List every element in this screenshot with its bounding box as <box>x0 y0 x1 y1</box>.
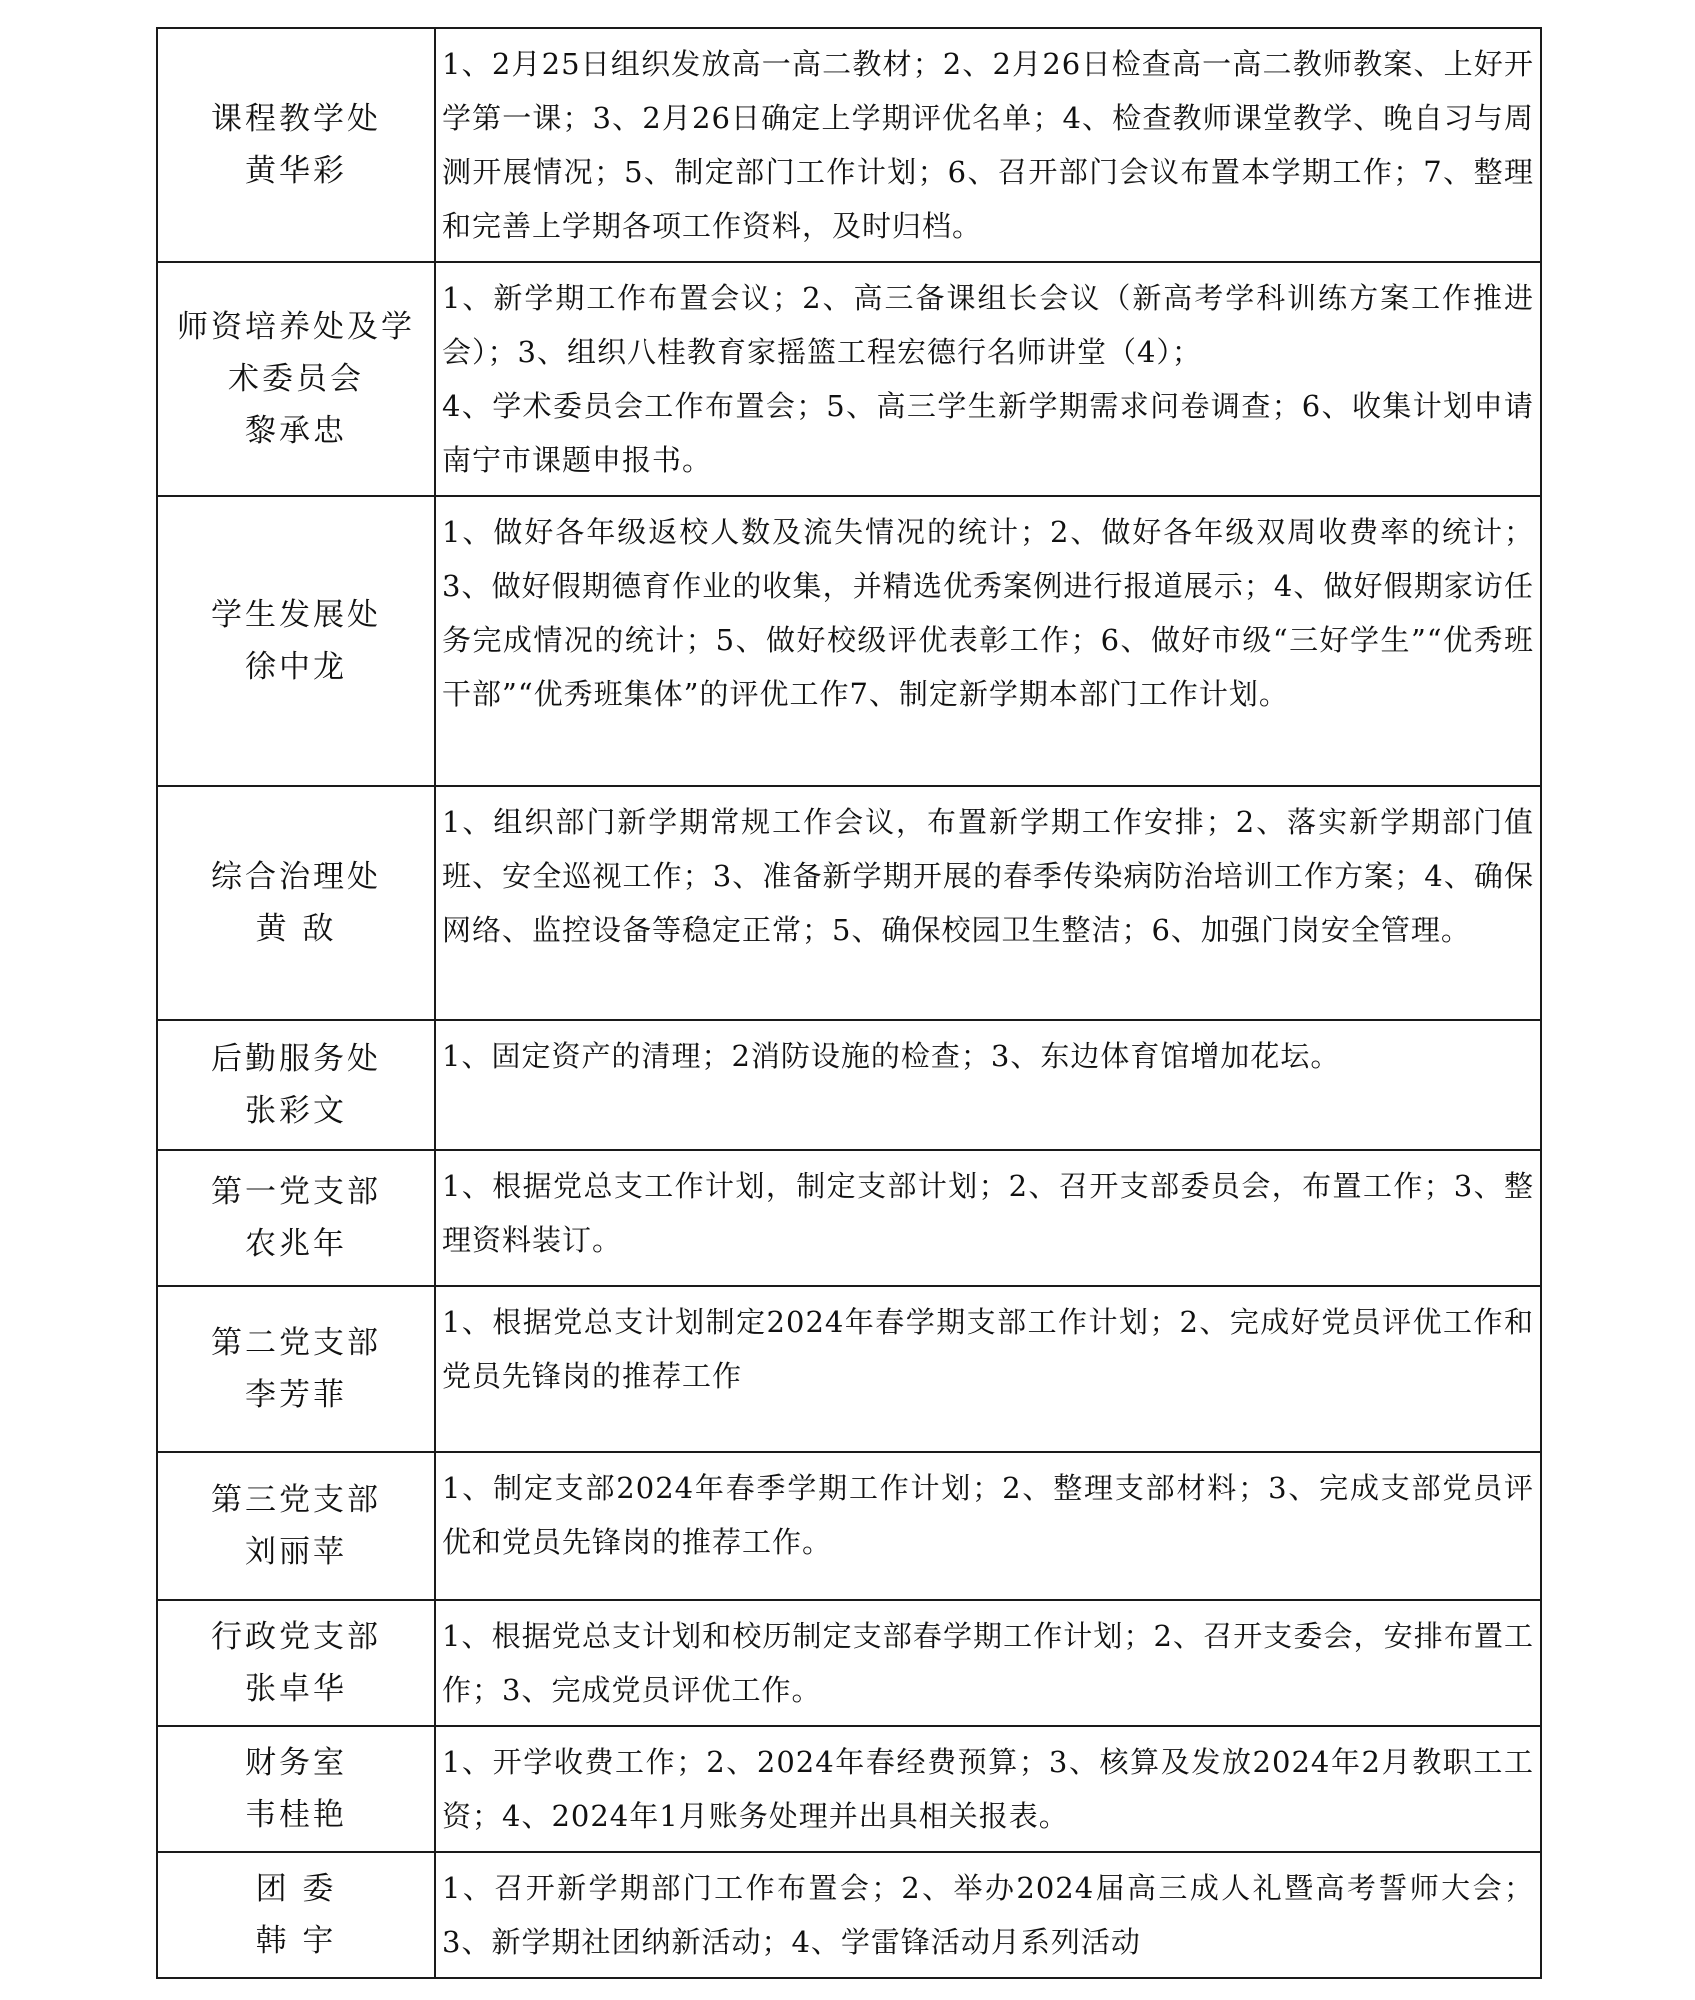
person-name: 韩 宇 <box>255 1923 337 1959</box>
department-cell <box>157 1726 435 1852</box>
person-name: 张卓华 <box>245 1671 347 1707</box>
department-cell <box>157 1286 435 1452</box>
table-row <box>157 28 1541 262</box>
tasks-cell <box>435 1852 1541 1978</box>
tasks-cell <box>435 1452 1541 1600</box>
table-row <box>157 1852 1541 1978</box>
department-name: 综合治理处 <box>211 859 381 895</box>
table-row <box>157 786 1541 1020</box>
table-row <box>157 1020 1541 1150</box>
task-text: 1、新学期工作布置会议；2、高三备课组长会议（新高考学科训练方案工作推进会）；3、组织八桂教育家摇篮工程宏德行名师讲堂（4）； <box>442 281 1534 369</box>
task-text: 1、2月25日组织发放高一高二教材；2、2月26日检查高一高二教师教案、上好开学第一课；3、2月26日确定上学期评优名单；4、检查教师课堂教学、晚自习与周测开展情况；5、制定部门工作计划；6、召开部门会议布置本学期工作；7、整理和完善上学期各项工作资料，及时归档。 <box>442 47 1534 243</box>
person-name: 黎承忠 <box>245 413 347 449</box>
tasks-cell <box>435 1020 1541 1150</box>
task-text: 1、组织部门新学期常规工作会议，布置新学期工作安排；2、落实新学期部门值班、安全巡视工作；3、准备新学期开展的春季传染病防治培训工作方案；4、确保网络、监控设备等稳定正常；5、确保校园卫生整洁；6、加强门岗安全管理。 <box>442 805 1534 947</box>
tasks-cell <box>435 262 1541 496</box>
department-name: 第一党支部 <box>211 1174 381 1210</box>
department-name: 术委员会 <box>228 361 364 397</box>
table-row <box>157 1452 1541 1600</box>
table-row <box>157 262 1541 496</box>
tasks-cell <box>435 1726 1541 1852</box>
person-name: 刘丽苹 <box>245 1534 347 1570</box>
table-row <box>157 1150 1541 1286</box>
table-row <box>157 1600 1541 1726</box>
work-plan-table <box>156 27 1542 1979</box>
table-row <box>157 1726 1541 1852</box>
department-name: 后勤服务处 <box>211 1041 381 1077</box>
department-cell <box>157 1852 435 1978</box>
person-name: 黄华彩 <box>245 153 347 189</box>
department-name: 行政党支部 <box>211 1619 381 1655</box>
department-cell <box>157 1452 435 1600</box>
task-text: 4、学术委员会工作布置会；5、高三学生新学期需求问卷调查；6、收集计划申请南宁市课题申报书。 <box>442 389 1534 477</box>
table-row <box>157 496 1541 786</box>
person-name: 李芳菲 <box>245 1377 347 1413</box>
person-name: 张彩文 <box>245 1093 347 1129</box>
department-cell <box>157 786 435 1020</box>
department-name: 学生发展处 <box>211 597 381 633</box>
tasks-cell <box>435 1286 1541 1452</box>
department-name: 第三党支部 <box>211 1482 381 1518</box>
task-text: 1、召开新学期部门工作布置会；2、举办2024届高三成人礼暨高考誓师大会；3、新学期社团纳新活动；4、学雷锋活动月系列活动 <box>442 1871 1534 1959</box>
department-name: 师资培养处及学 <box>177 309 415 345</box>
department-cell <box>157 1600 435 1726</box>
table-row <box>157 1286 1541 1452</box>
person-name: 韦桂艳 <box>245 1797 347 1833</box>
task-text: 1、固定资产的清理；2消防设施的检查；3、东边体育馆增加花坛。 <box>442 1039 1341 1073</box>
department-cell <box>157 1150 435 1286</box>
task-text: 1、根据党总支计划制定2024年春学期支部工作计划；2、完成好党员评优工作和党员先锋岗的推荐工作 <box>442 1305 1534 1393</box>
tasks-cell <box>435 1600 1541 1726</box>
department-name: 团 委 <box>255 1871 337 1907</box>
task-text: 1、制定支部2024年春季学期工作计划；2、整理支部材料；3、完成支部党员评优和党员先锋岗的推荐工作。 <box>442 1471 1534 1559</box>
task-text: 1、根据党总支计划和校历制定支部春学期工作计划；2、召开支委会，安排布置工作；3、完成党员评优工作。 <box>442 1619 1534 1707</box>
department-cell <box>157 28 435 262</box>
task-text: 1、根据党总支工作计划，制定支部计划；2、召开支部委员会，布置工作；3、整理资料装订。 <box>442 1169 1534 1257</box>
task-text: 1、做好各年级返校人数及流失情况的统计；2、做好各年级双周收费率的统计；3、做好假期德育作业的收集，并精选优秀案例进行报道展示；4、做好假期家访任务完成情况的统计；5、做好校级评优表彰工作；6、做好市级“三好学生”“优秀班干部”“优秀班集体”的评优工作7、制定新学期本部门工作计划。 <box>442 515 1534 711</box>
tasks-cell <box>435 786 1541 1020</box>
department-cell <box>157 1020 435 1150</box>
department-name: 财务室 <box>245 1745 347 1781</box>
tasks-cell <box>435 28 1541 262</box>
tasks-cell <box>435 496 1541 786</box>
person-name: 徐中龙 <box>245 649 347 685</box>
person-name: 农兆年 <box>245 1226 347 1262</box>
person-name: 黄 敌 <box>255 911 337 947</box>
task-text: 1、开学收费工作；2、2024年春经费预算；3、核算及发放2024年2月教职工工资；4、2024年1月账务处理并出具相关报表。 <box>442 1745 1534 1833</box>
department-name: 课程教学处 <box>211 101 381 137</box>
department-cell <box>157 262 435 496</box>
department-name: 第二党支部 <box>211 1325 381 1361</box>
tasks-cell <box>435 1150 1541 1286</box>
table-body <box>157 28 1541 1978</box>
department-cell <box>157 496 435 786</box>
